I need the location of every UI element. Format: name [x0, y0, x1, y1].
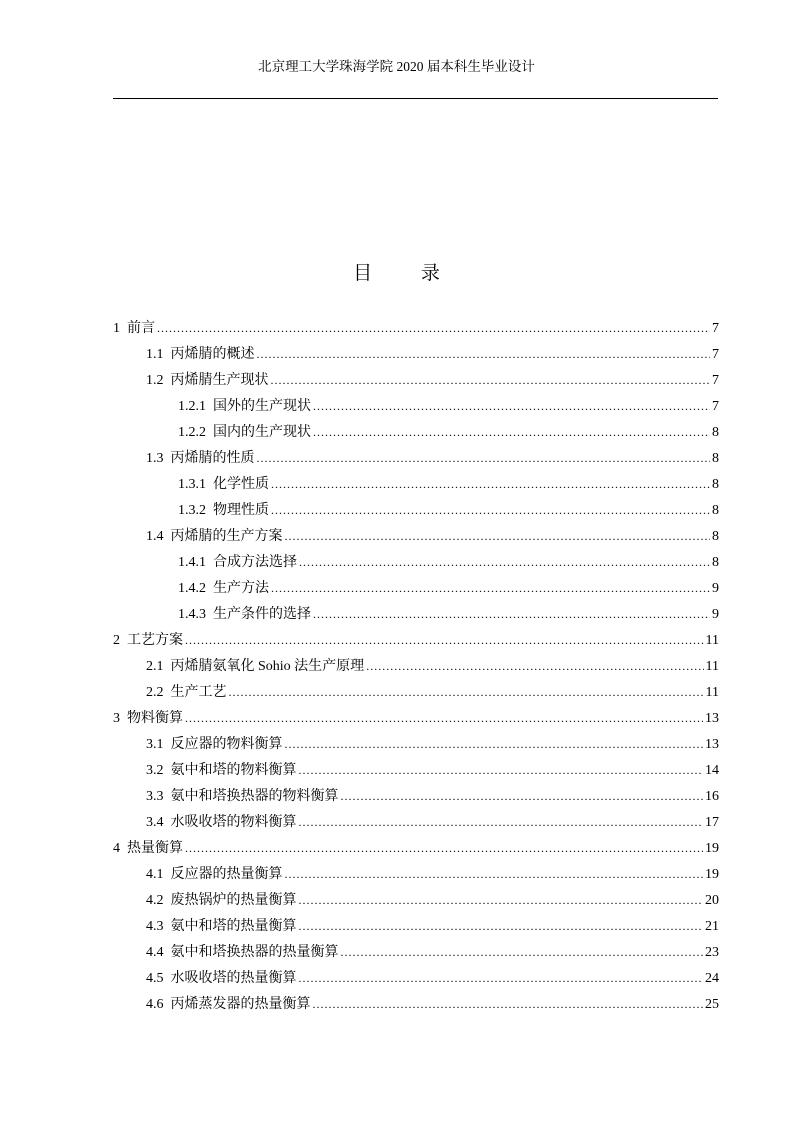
- toc-entry-number: 3: [113, 711, 120, 726]
- toc-entry-title: 水吸收塔的物料衡算: [170, 815, 297, 830]
- toc-entry[interactable]: [113, 601, 719, 627]
- toc-entry-page-number: 7: [712, 373, 719, 388]
- table-of-contents: [113, 315, 719, 1017]
- toc-entry-title: 氨中和塔的物料衡算: [170, 763, 297, 778]
- header-rule: [113, 98, 718, 99]
- toc-entry-title: 物理性质: [213, 503, 269, 518]
- toc-entry-page-number: 13: [705, 711, 719, 726]
- dot-leader: [271, 497, 710, 523]
- toc-entry[interactable]: [113, 497, 719, 523]
- dot-leader: [366, 653, 703, 679]
- toc-entry-title: 丙烯蒸发器的热量衡算: [170, 997, 311, 1012]
- dot-leader: [341, 783, 704, 809]
- toc-entry[interactable]: [113, 549, 719, 575]
- toc-entry-page-number: 7: [712, 321, 719, 336]
- toc-entry-number: 4.3: [146, 919, 164, 934]
- toc-entry-title: 反应器的热量衡算: [170, 867, 283, 882]
- toc-entry-number: 1.3.1: [178, 477, 206, 492]
- toc-entry-title: 生产工艺: [170, 685, 227, 700]
- dot-leader: [257, 445, 711, 471]
- toc-entry-number: 1.4.1: [178, 555, 206, 570]
- toc-entry-number: 3.1: [146, 737, 164, 752]
- dot-leader: [341, 939, 704, 965]
- toc-entry-number: 4.1: [146, 867, 164, 882]
- toc-entry-title: 丙烯腈的概述: [170, 347, 255, 362]
- toc-entry-number: 1.2: [146, 373, 164, 388]
- toc-entry-page-number: 20: [705, 893, 719, 908]
- toc-entry-page-number: 8: [712, 529, 719, 544]
- toc-entry-page-number: 8: [712, 477, 719, 492]
- toc-entry-page-number: 11: [705, 685, 719, 700]
- toc-entry[interactable]: [113, 757, 719, 783]
- toc-entry-number: 4.5: [146, 971, 164, 986]
- toc-entry-title: 国外的生产现状: [213, 399, 311, 414]
- toc-entry[interactable]: [113, 731, 719, 757]
- toc-entry[interactable]: [113, 419, 719, 445]
- toc-entry[interactable]: [113, 679, 719, 705]
- toc-entry-page-number: 7: [712, 399, 719, 414]
- toc-entry-title: 物料衡算: [127, 711, 183, 726]
- toc-entry-page-number: 19: [705, 841, 719, 856]
- dot-leader: [299, 757, 704, 783]
- toc-entry-page-number: 25: [705, 997, 719, 1012]
- toc-entry[interactable]: [113, 809, 719, 835]
- toc-entry-title: 废热锅炉的热量衡算: [170, 893, 297, 908]
- toc-entry[interactable]: [113, 887, 719, 913]
- dot-leader: [257, 341, 711, 367]
- toc-entry[interactable]: [113, 835, 719, 861]
- toc-entry-number: 3.3: [146, 789, 164, 804]
- toc-entry-number: 4: [113, 841, 120, 856]
- dot-leader: [185, 705, 703, 731]
- dot-leader: [313, 393, 710, 419]
- toc-entry[interactable]: [113, 913, 719, 939]
- page-header: 北京理工大学珠海学院 2020 届本科生毕业设计: [258, 59, 535, 74]
- toc-entry-title: 氨中和塔换热器的物料衡算: [170, 789, 339, 804]
- toc-entry-title: 生产方法: [213, 581, 269, 596]
- toc-entry-title: 氨中和塔的热量衡算: [170, 919, 297, 934]
- toc-entry-title: 丙烯腈的性质: [170, 451, 255, 466]
- toc-entry-page-number: 9: [712, 581, 719, 596]
- toc-entry-title: 水吸收塔的热量衡算: [170, 971, 297, 986]
- toc-entry-number: 2: [113, 633, 120, 648]
- toc-entry-number: 1.2.2: [178, 425, 206, 440]
- toc-entry-number: 2.2: [146, 685, 164, 700]
- toc-entry[interactable]: [113, 939, 719, 965]
- dot-leader: [285, 861, 704, 887]
- toc-entry-page-number: 19: [705, 867, 719, 882]
- toc-entry-title: 丙烯腈氨氧化 Sohio 法生产原理: [170, 659, 365, 674]
- dot-leader: [271, 575, 710, 601]
- toc-entry-page-number: 8: [712, 555, 719, 570]
- toc-entry-page-number: 14: [705, 763, 719, 778]
- toc-entry[interactable]: [113, 575, 719, 601]
- toc-entry-number: 1.1: [146, 347, 164, 362]
- dot-leader: [285, 523, 711, 549]
- dot-leader: [185, 627, 704, 653]
- toc-entry[interactable]: [113, 445, 719, 471]
- toc-entry-page-number: 7: [712, 347, 719, 362]
- toc-entry-page-number: 21: [705, 919, 719, 934]
- toc-entry-page-number: 11: [705, 659, 719, 674]
- dot-leader: [271, 367, 711, 393]
- toc-entry-title: 反应器的物料衡算: [170, 737, 283, 752]
- toc-entry-number: 3.2: [146, 763, 164, 778]
- dot-leader: [313, 601, 710, 627]
- toc-entry[interactable]: [113, 705, 719, 731]
- toc-entry[interactable]: [113, 965, 719, 991]
- toc-entry-page-number: 8: [712, 451, 719, 466]
- toc-entry-page-number: 8: [712, 503, 719, 518]
- toc-entry[interactable]: [113, 627, 719, 653]
- toc-entry-title: 国内的生产现状: [213, 425, 311, 440]
- dot-leader: [299, 549, 710, 575]
- toc-entry-page-number: 24: [705, 971, 719, 986]
- dot-leader: [157, 315, 710, 341]
- toc-entry-page-number: 16: [705, 789, 719, 804]
- toc-title: 目 录: [353, 263, 462, 284]
- toc-entry[interactable]: [113, 991, 719, 1017]
- toc-entry[interactable]: [113, 393, 719, 419]
- toc-entry[interactable]: [113, 783, 719, 809]
- toc-entry-title: 化学性质: [213, 477, 269, 492]
- dot-leader: [229, 679, 704, 705]
- toc-entry-number: 3.4: [146, 815, 164, 830]
- toc-entry-page-number: 13: [705, 737, 719, 752]
- toc-entry-number: 1.4.3: [178, 607, 206, 622]
- dot-leader: [299, 965, 704, 991]
- toc-entry-number: 1.4.2: [178, 581, 206, 596]
- toc-entry-title: 合成方法选择: [213, 555, 297, 570]
- toc-entry-number: 1.3.2: [178, 503, 206, 518]
- toc-entry[interactable]: [113, 315, 719, 341]
- dot-leader: [285, 731, 704, 757]
- dot-leader: [313, 991, 704, 1017]
- toc-entry-number: 4.2: [146, 893, 164, 908]
- toc-entry-page-number: 9: [712, 607, 719, 622]
- dot-leader: [271, 471, 710, 497]
- toc-entry-number: 1.2.1: [178, 399, 206, 414]
- toc-entry-title: 丙烯腈的生产方案: [170, 529, 283, 544]
- toc-entry[interactable]: [113, 653, 719, 679]
- toc-entry-number: 2.1: [146, 659, 164, 674]
- toc-entry-number: 1: [113, 321, 120, 336]
- toc-entry-number: 4.6: [146, 997, 164, 1012]
- toc-entry-title: 热量衡算: [127, 841, 183, 856]
- toc-entry-title: 工艺方案: [127, 633, 183, 648]
- toc-entry-title: 前言: [127, 321, 155, 336]
- dot-leader: [299, 887, 704, 913]
- toc-entry-number: 4.4: [146, 945, 164, 960]
- toc-entry-title: 丙烯腈生产现状: [170, 373, 269, 388]
- toc-entry-title: 氨中和塔换热器的热量衡算: [170, 945, 339, 960]
- dot-leader: [299, 809, 704, 835]
- toc-entry[interactable]: [113, 523, 719, 549]
- toc-entry-number: 1.4: [146, 529, 164, 544]
- toc-entry[interactable]: [113, 471, 719, 497]
- dot-leader: [313, 419, 710, 445]
- toc-entry-page-number: 23: [705, 945, 719, 960]
- toc-entry[interactable]: [113, 861, 719, 887]
- toc-entry-number: 1.3: [146, 451, 164, 466]
- toc-entry-page-number: 11: [705, 633, 719, 648]
- toc-entry-title: 生产条件的选择: [213, 607, 311, 622]
- toc-entry[interactable]: [113, 367, 719, 393]
- toc-entry[interactable]: [113, 341, 719, 367]
- toc-entry-page-number: 17: [705, 815, 719, 830]
- dot-leader: [299, 913, 704, 939]
- dot-leader: [185, 835, 703, 861]
- toc-entry-page-number: 8: [712, 425, 719, 440]
